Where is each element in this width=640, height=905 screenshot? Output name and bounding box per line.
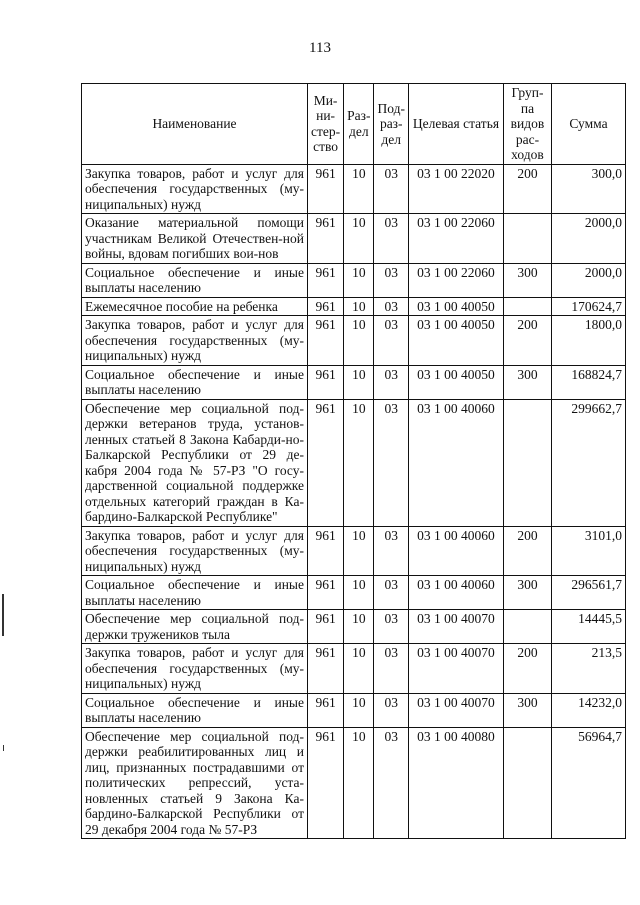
table-row (82, 164, 626, 214)
cell-subsection: 03 (374, 297, 408, 316)
cell-expense-group: 200 (503, 316, 551, 366)
table-row (82, 576, 626, 610)
cell-target: 03 1 00 40080 (408, 727, 503, 839)
cell-subsection: 03 (374, 526, 408, 576)
cell-subsection: 03 (374, 316, 408, 366)
table-row (82, 263, 626, 297)
cell-section: 10 (344, 526, 374, 576)
cell-subsection: 03 (374, 263, 408, 297)
cell-amount: 2000,0 (551, 263, 625, 297)
cell-section: 10 (344, 316, 374, 366)
cell-ministry: 961 (308, 526, 344, 576)
table-row (82, 526, 626, 576)
cell-expense-group: 300 (503, 576, 551, 610)
cell-amount: 168824,7 (551, 365, 625, 399)
cell-ministry: 961 (308, 297, 344, 316)
cell-expense-group (503, 297, 551, 316)
cell-name: Социальное обеспечение и иные выплаты населению (82, 263, 308, 297)
cell-ministry: 961 (308, 365, 344, 399)
cell-section: 10 (344, 693, 374, 727)
cell-target: 03 1 00 40070 (408, 693, 503, 727)
cell-section: 10 (344, 263, 374, 297)
cell-expense-group (503, 727, 551, 839)
cell-ministry: 961 (308, 644, 344, 694)
table-row (82, 365, 626, 399)
cell-target: 03 1 00 40060 (408, 526, 503, 576)
cell-subsection: 03 (374, 727, 408, 839)
cell-name: Ежемесячное пособие на ребенка (82, 297, 308, 316)
cell-target: 03 1 00 40050 (408, 365, 503, 399)
cell-name: Социальное обеспечение и иные выплаты населению (82, 576, 308, 610)
cell-section: 10 (344, 164, 374, 214)
cell-subsection: 03 (374, 693, 408, 727)
cell-section: 10 (344, 365, 374, 399)
header-amount: Сумма (551, 84, 625, 165)
cell-ministry: 961 (308, 214, 344, 264)
cell-expense-group (503, 399, 551, 526)
table-row (82, 214, 626, 264)
margin-mark (2, 594, 4, 636)
cell-ministry: 961 (308, 263, 344, 297)
cell-section: 10 (344, 610, 374, 644)
table-row (82, 316, 626, 366)
cell-amount: 2000,0 (551, 214, 625, 264)
cell-name: Социальное обеспечение и иные выплаты населению (82, 365, 308, 399)
header-section: Раз-дел (344, 84, 374, 165)
cell-amount: 213,5 (551, 644, 625, 694)
header-name: Наименование (82, 84, 308, 165)
cell-expense-group (503, 214, 551, 264)
cell-amount: 3101,0 (551, 526, 625, 576)
table-row (82, 297, 626, 316)
cell-name: Обеспечение мер социальной под-держки ветеранов труда, установ-ленных статьей 8 Закона Кабарди-но-Балкарской Республики от 29 де-кабря 2004 года № 57-РЗ "О госу-дарственной социальной поддержке отдельных категорий граждан в Ка-бардино-Балкарской Республике" (82, 399, 308, 526)
cell-section: 10 (344, 727, 374, 839)
cell-name: Социальное обеспечение и иные выплаты населению (82, 693, 308, 727)
table-row (82, 610, 626, 644)
cell-ministry: 961 (308, 727, 344, 839)
header-expense-group: Груп-па видов рас-ходов (503, 84, 551, 165)
cell-target: 03 1 00 40050 (408, 297, 503, 316)
cell-section: 10 (344, 576, 374, 610)
table-row (82, 644, 626, 694)
cell-subsection: 03 (374, 214, 408, 264)
cell-target: 03 1 00 40060 (408, 399, 503, 526)
cell-expense-group: 200 (503, 526, 551, 576)
cell-subsection: 03 (374, 644, 408, 694)
cell-ministry: 961 (308, 399, 344, 526)
cell-name: Закупка товаров, работ и услуг для обеспечения государственных (му-ниципальных) нужд (82, 526, 308, 576)
cell-name: Закупка товаров, работ и услуг для обеспечения государственных (му-ниципальных) нужд (82, 644, 308, 694)
cell-ministry: 961 (308, 576, 344, 610)
cell-amount: 14232,0 (551, 693, 625, 727)
page-number: 113 (309, 40, 331, 56)
cell-amount: 56964,7 (551, 727, 625, 839)
cell-name: Оказание материальной помощи участникам Великой Отечествен-ной войны, вдовам погибших вои-нов (82, 214, 308, 264)
cell-amount: 170624,7 (551, 297, 625, 316)
cell-target: 03 1 00 22020 (408, 164, 503, 214)
cell-subsection: 03 (374, 399, 408, 526)
cell-expense-group: 200 (503, 164, 551, 214)
cell-name: Обеспечение мер социальной под-держки реабилитированных лиц и лиц, признанных пострадавшими от политических репрессий, уста-новленных статьей 9 Закона Ка-бардино-Балкарской Республики от 29 декабря 2004 года № 57-РЗ (82, 727, 308, 839)
header-ministry: Ми-ни-стер-ство (308, 84, 344, 165)
cell-target: 03 1 00 22060 (408, 214, 503, 264)
cell-target: 03 1 00 40070 (408, 610, 503, 644)
cell-name: Закупка товаров, работ и услуг для обеспечения государственных (му-ниципальных) нужд (82, 316, 308, 366)
header-subsection: Под-раз-дел (374, 84, 408, 165)
table-row (82, 727, 626, 839)
cell-expense-group: 200 (503, 644, 551, 694)
cell-target: 03 1 00 40060 (408, 576, 503, 610)
cell-section: 10 (344, 644, 374, 694)
cell-subsection: 03 (374, 365, 408, 399)
cell-ministry: 961 (308, 693, 344, 727)
cell-name: Закупка товаров, работ и услуг для обеспечения государственных (му-ниципальных) нужд (82, 164, 308, 214)
cell-subsection: 03 (374, 576, 408, 610)
cell-amount: 296561,7 (551, 576, 625, 610)
cell-ministry: 961 (308, 610, 344, 644)
cell-ministry: 961 (308, 164, 344, 214)
table-row (82, 399, 626, 526)
cell-expense-group: 300 (503, 365, 551, 399)
table-row (82, 693, 626, 727)
cell-target: 03 1 00 40050 (408, 316, 503, 366)
budget-table (81, 83, 626, 839)
cell-ministry: 961 (308, 316, 344, 366)
cell-section: 10 (344, 297, 374, 316)
cell-subsection: 03 (374, 610, 408, 644)
cell-amount: 14445,5 (551, 610, 625, 644)
cell-section: 10 (344, 399, 374, 526)
cell-target: 03 1 00 22060 (408, 263, 503, 297)
header-target: Целевая статья (408, 84, 503, 165)
cell-expense-group: 300 (503, 693, 551, 727)
cell-expense-group: 300 (503, 263, 551, 297)
cell-amount: 1800,0 (551, 316, 625, 366)
margin-mark (3, 745, 4, 751)
cell-subsection: 03 (374, 164, 408, 214)
cell-section: 10 (344, 214, 374, 264)
cell-amount: 300,0 (551, 164, 625, 214)
table-body (82, 164, 626, 839)
cell-target: 03 1 00 40070 (408, 644, 503, 694)
cell-expense-group (503, 610, 551, 644)
cell-amount: 299662,7 (551, 399, 625, 526)
cell-name: Обеспечение мер социальной под-держки тружеников тыла (82, 610, 308, 644)
